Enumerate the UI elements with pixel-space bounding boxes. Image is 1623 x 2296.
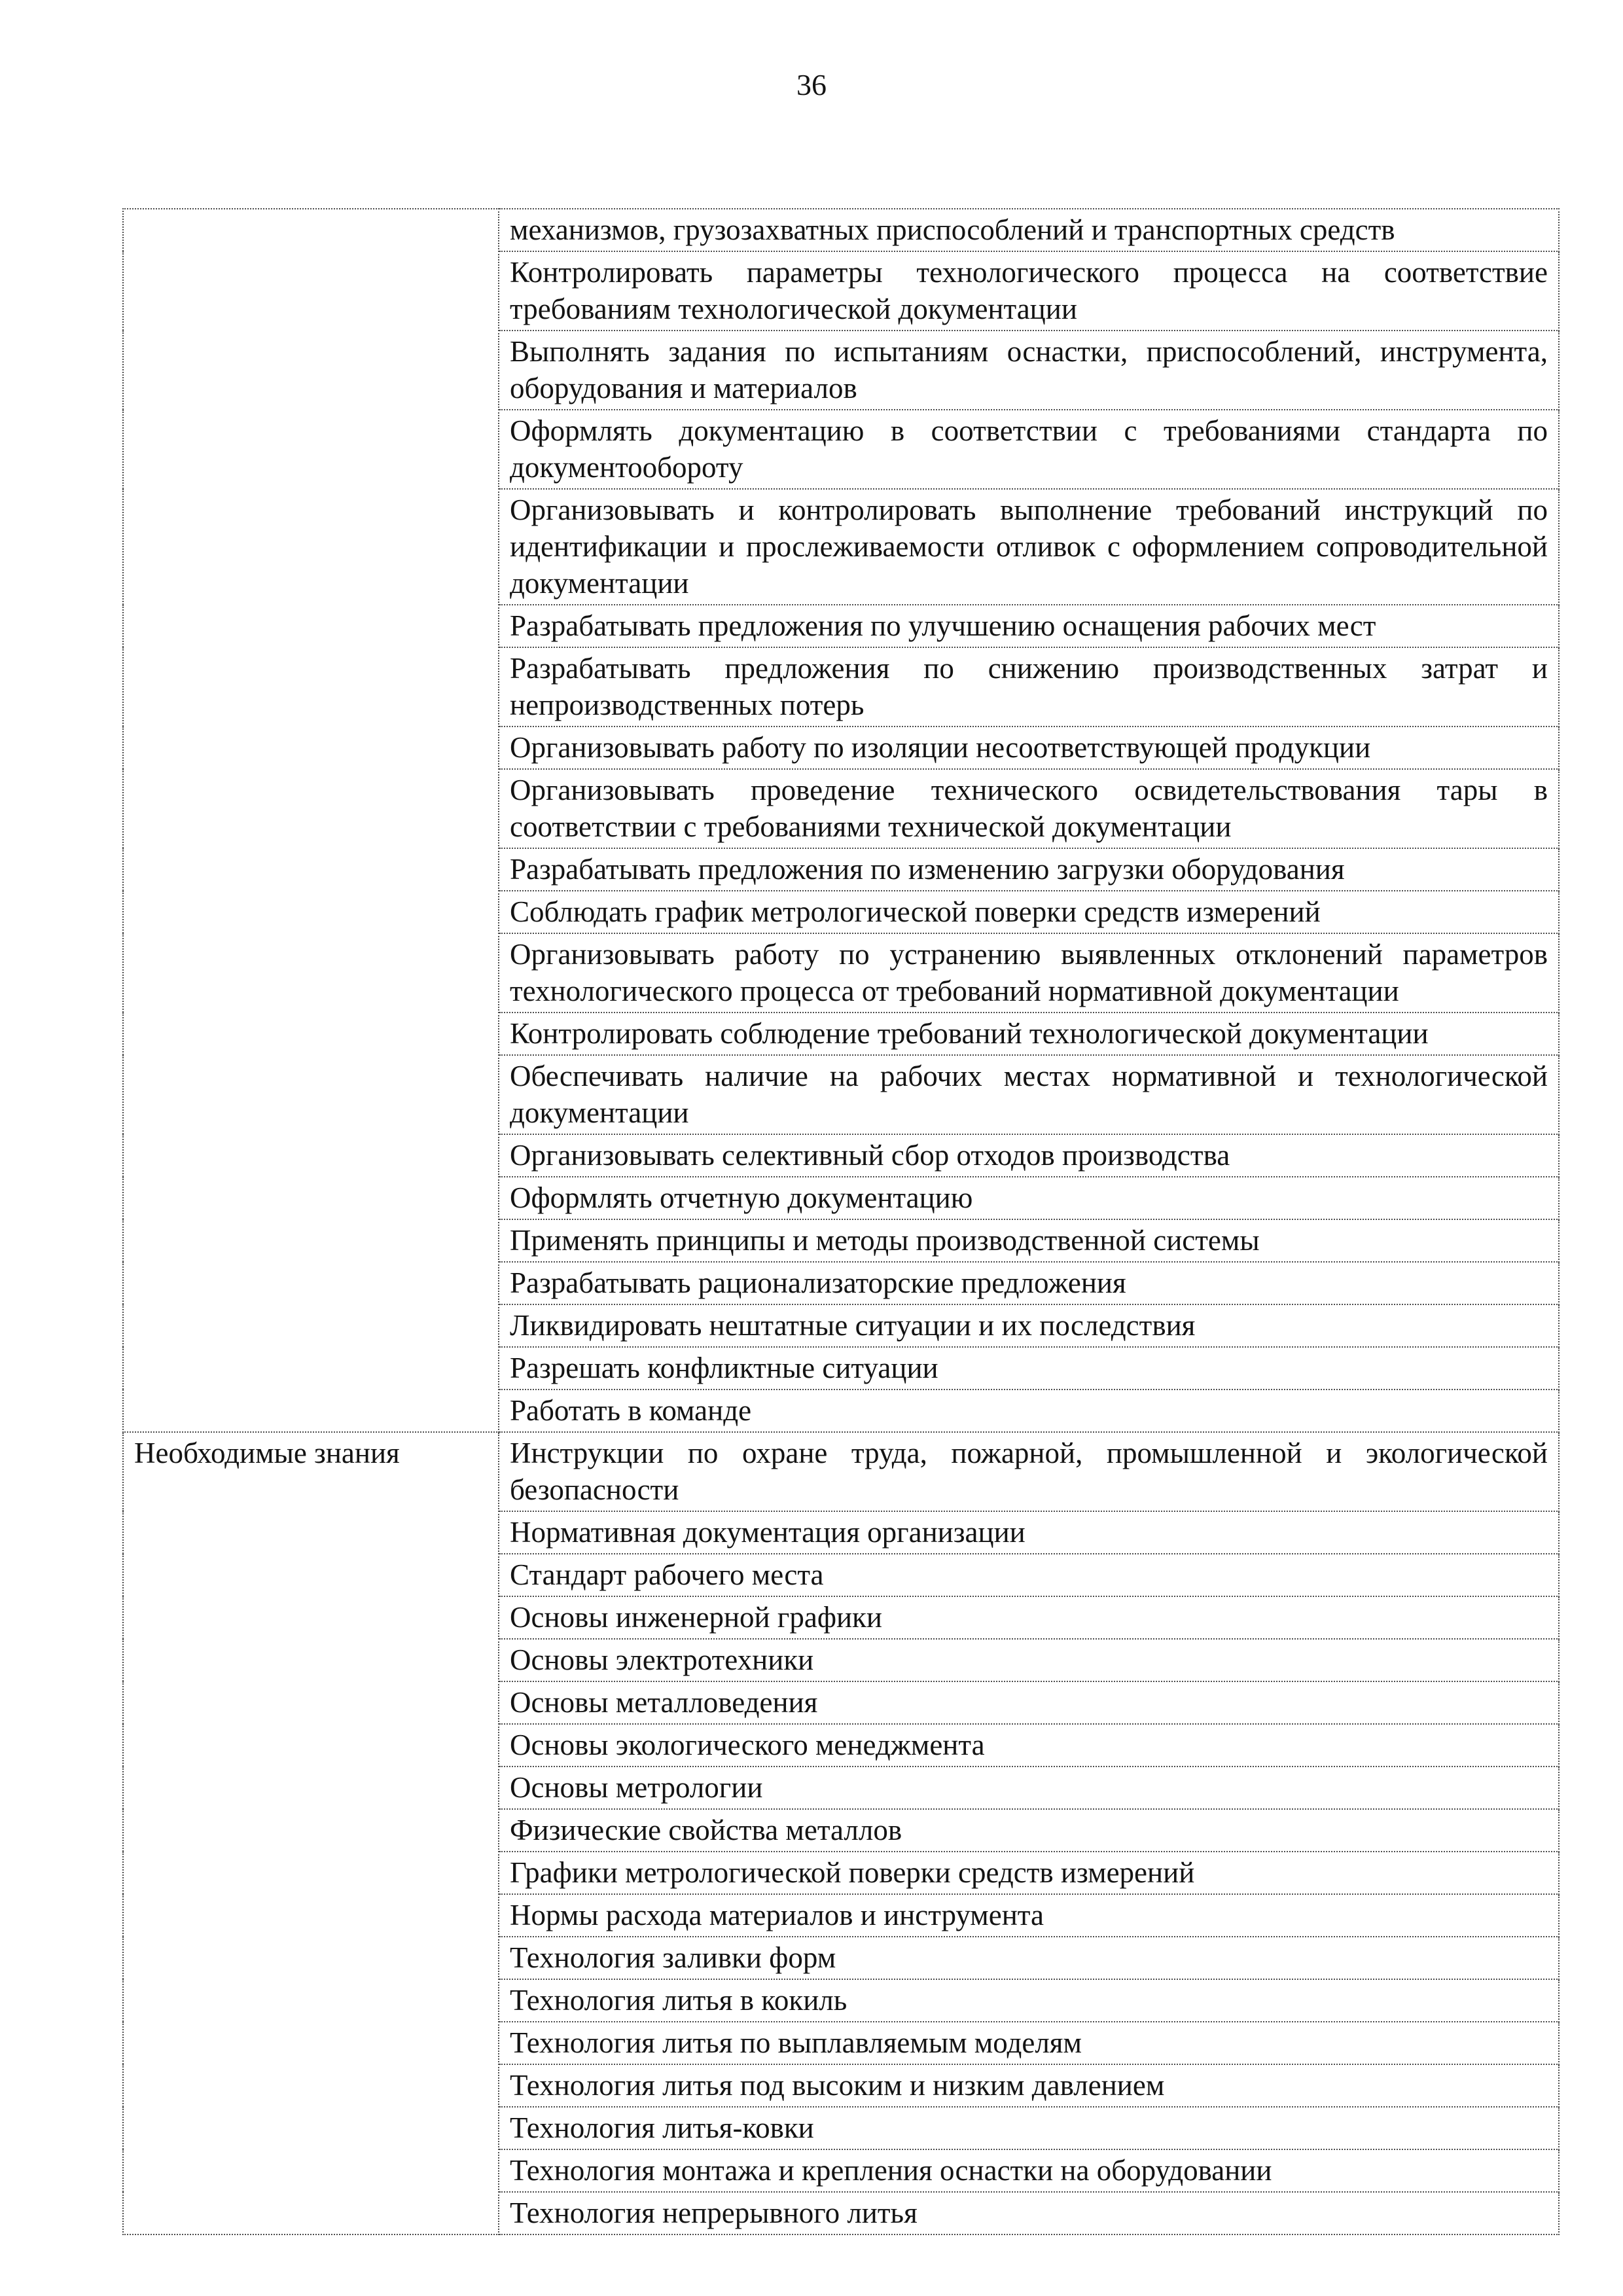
row-header-knowledge: Необходимые знания [123, 1432, 499, 2234]
knowledge-cell: Технология литья в кокиль [499, 1979, 1559, 2022]
skill-cell: Организовывать работу по изоляции несоответствующей продукции [499, 726, 1559, 769]
table-row [123, 209, 1559, 251]
knowledge-cell: Нормы расхода материалов и инструмента [499, 1894, 1559, 1937]
skill-cell: Применять принципы и методы производственной системы [499, 1219, 1559, 1262]
skill-cell: Разрешать конфликтные ситуации [499, 1347, 1559, 1390]
row-header-empty [123, 209, 499, 1432]
knowledge-cell: Основы инженерной графики [499, 1596, 1559, 1639]
knowledge-cell: Технология монтажа и крепления оснастки на оборудовании [499, 2149, 1559, 2192]
skill-cell: Выполнять задания по испытаниям оснастки, приспособлений, инструмента, оборудования и материалов [499, 331, 1559, 410]
knowledge-cell: Основы электротехники [499, 1639, 1559, 1681]
skill-cell: Контролировать соблюдение требований технологической документации [499, 1013, 1559, 1055]
knowledge-cell: Нормативная документация организации [499, 1511, 1559, 1554]
skill-cell: Организовывать и контролировать выполнение требований инструкций по идентификации и прослеживаемости отливок с оформлением сопроводительной документации [499, 489, 1559, 605]
skill-cell: Разрабатывать предложения по улучшению оснащения рабочих мест [499, 605, 1559, 647]
knowledge-cell: Технология непрерывного литья [499, 2192, 1559, 2234]
skill-cell: Разрабатывать предложения по изменению загрузки оборудования [499, 848, 1559, 891]
knowledge-cell: Основы экологического менеджмента [499, 1724, 1559, 1767]
skill-cell: Соблюдать график метрологической поверки средств измерений [499, 891, 1559, 933]
skill-cell: Организовывать работу по устранению выявленных отклонений параметров технологического процесса от требований нормативной документации [499, 933, 1559, 1013]
skill-cell: механизмов, грузозахватных приспособлений и транспортных средств [499, 209, 1559, 251]
skill-cell: Организовывать селективный сбор отходов производства [499, 1134, 1559, 1177]
skill-cell: Контролировать параметры технологического процесса на соответствие требованиям технологической документации [499, 251, 1559, 331]
knowledge-cell: Инструкции по охране труда, пожарной, промышленной и экологической безопасности [499, 1432, 1559, 1511]
skill-cell: Разрабатывать рационализаторские предложения [499, 1262, 1559, 1304]
knowledge-cell: Технология заливки форм [499, 1937, 1559, 1979]
page-number: 36 [796, 68, 827, 101]
knowledge-cell: Технология литья-ковки [499, 2107, 1559, 2149]
skill-cell: Ликвидировать нештатные ситуации и их последствия [499, 1304, 1559, 1347]
knowledge-cell: Технология литья под высоким и низким давлением [499, 2064, 1559, 2107]
skill-cell: Разрабатывать предложения по снижению производственных затрат и непроизводственных потерь [499, 647, 1559, 726]
knowledge-cell: Графики метрологической поверки средств измерений [499, 1852, 1559, 1894]
knowledge-cell: Основы металловедения [499, 1681, 1559, 1724]
standard-table [122, 208, 1560, 2235]
skill-cell: Работать в команде [499, 1390, 1559, 1432]
knowledge-cell: Основы метрологии [499, 1767, 1559, 1809]
table-row [123, 1432, 1559, 1511]
knowledge-cell: Технология литья по выплавляемым моделям [499, 2022, 1559, 2064]
skill-cell: Оформлять отчетную документацию [499, 1177, 1559, 1219]
skill-cell: Обеспечивать наличие на рабочих местах нормативной и технологической документации [499, 1055, 1559, 1134]
skill-cell: Оформлять документацию в соответствии с требованиями стандарта по документообороту [499, 410, 1559, 489]
knowledge-cell: Физические свойства металлов [499, 1809, 1559, 1852]
knowledge-cell: Стандарт рабочего места [499, 1554, 1559, 1596]
skill-cell: Организовывать проведение технического освидетельствования тары в соответствии с требованиями технической документации [499, 769, 1559, 848]
